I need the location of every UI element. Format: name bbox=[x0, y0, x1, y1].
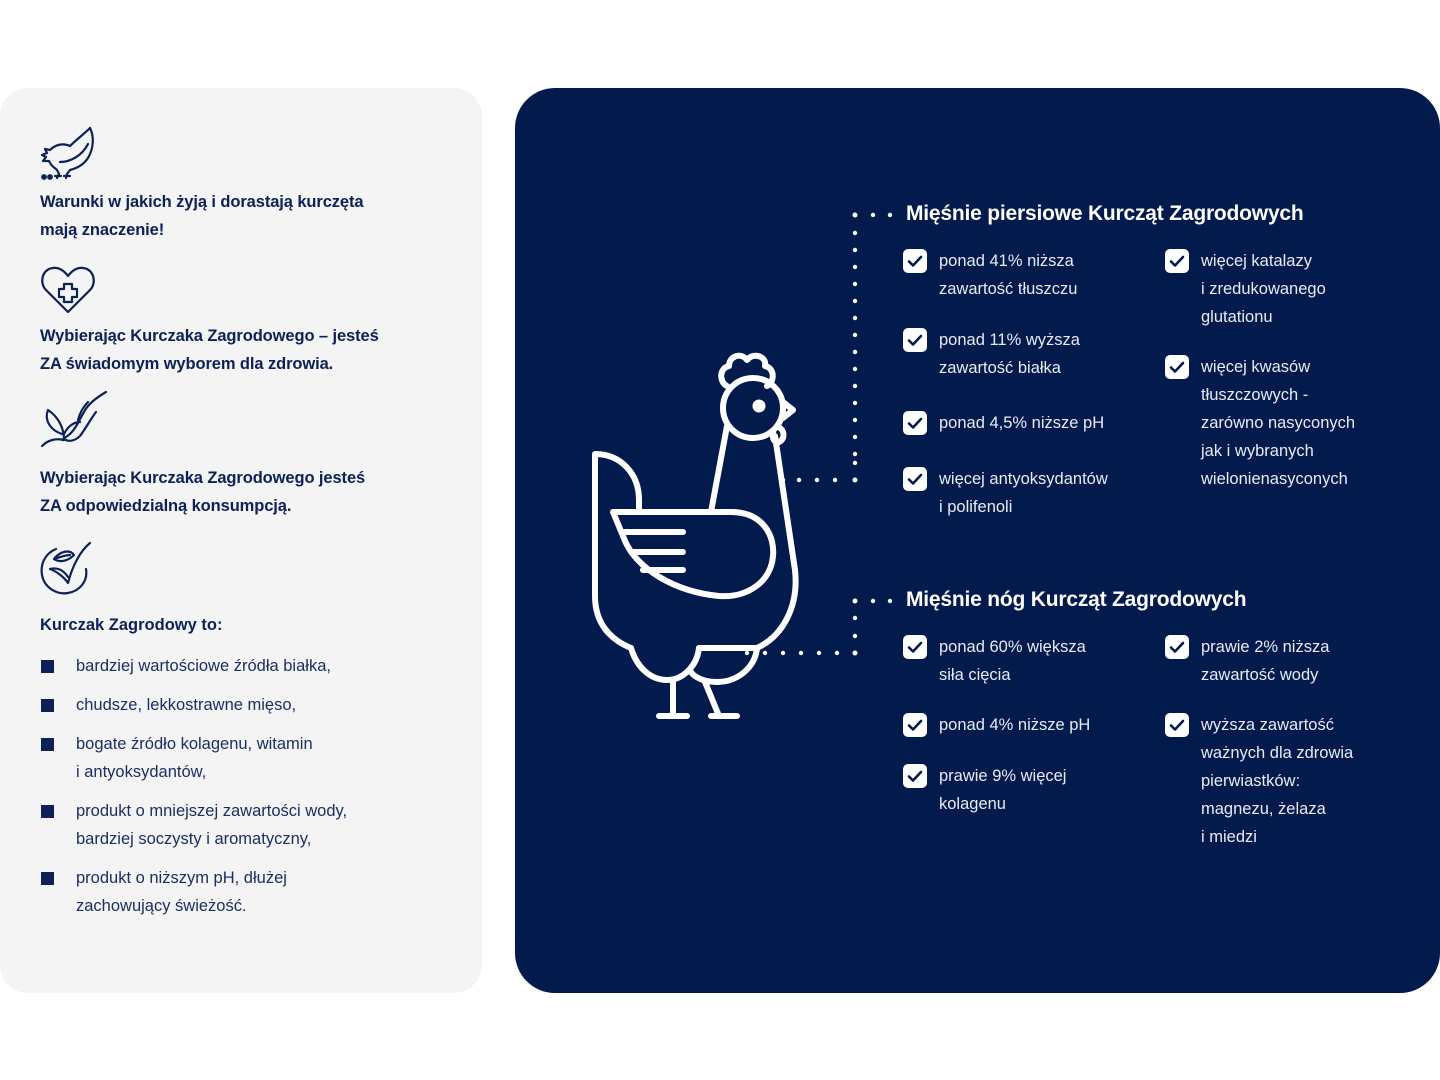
list-title: Kurczak Zagrodowy to: bbox=[40, 616, 223, 634]
square-bullet-icon bbox=[41, 699, 54, 712]
list-item: bogate źródło kolagenu, witamin i antyoksydantów, bbox=[40, 730, 460, 786]
section-title-breast: Mięśnie piersiowe Kurcząt Zagrodowych bbox=[906, 202, 1304, 225]
checkbox-checked-icon bbox=[1165, 249, 1189, 273]
fact-item: prawie 2% niższa zawartość wody bbox=[1165, 633, 1329, 689]
block-responsibility bbox=[40, 390, 440, 520]
hand-sprout-icon bbox=[40, 390, 110, 450]
leaf-check-icon bbox=[40, 541, 94, 597]
checkbox-checked-icon bbox=[903, 249, 927, 273]
fact-item: więcej antyoksydantów i polifenoli bbox=[903, 465, 1108, 521]
checkbox-checked-icon bbox=[903, 467, 927, 491]
checkbox-checked-icon bbox=[1165, 713, 1189, 737]
square-bullet-icon bbox=[41, 738, 54, 751]
checkbox-checked-icon bbox=[903, 328, 927, 352]
info-panel-left bbox=[0, 88, 482, 993]
block-title: Wybierając Kurczaka Zagrodowego jesteś ZA odpowiedzialną konsumpcją. bbox=[40, 469, 366, 515]
fact-item: więcej katalazy i zredukowanego glutationu bbox=[1165, 247, 1326, 331]
fact-item: prawie 9% więcej kolagenu bbox=[903, 762, 1066, 818]
checkbox-checked-icon bbox=[903, 411, 927, 435]
fact-item: ponad 41% niższa zawartość tłuszczu bbox=[903, 247, 1077, 303]
connector-legs bbox=[745, 599, 892, 656]
fact-item: ponad 60% większa siła cięcia bbox=[903, 633, 1086, 689]
list-item: produkt o niższym pH, dłużej zachowujący świeżość. bbox=[40, 864, 460, 920]
checkbox-checked-icon bbox=[903, 713, 927, 737]
checkbox-checked-icon bbox=[1165, 355, 1189, 379]
checkbox-checked-icon bbox=[903, 635, 927, 659]
fact-item: ponad 4,5% niższe pH bbox=[903, 409, 1104, 437]
block-title: Warunki w jakich żyją i dorastają kurczęta mają znaczenie! bbox=[40, 193, 364, 239]
muscle-facts-panel bbox=[515, 88, 1440, 993]
square-bullet-icon bbox=[41, 660, 54, 673]
list-item: chudsze, lekkostrawne mięso, bbox=[40, 691, 460, 719]
block-leaf-check bbox=[40, 541, 440, 597]
list-item: bardziej wartościowe źródła białka, bbox=[40, 652, 460, 680]
fact-item: więcej kwasów tłuszczowych - zarówno nasyconych jak i wybranych wielonienasyconych bbox=[1165, 353, 1355, 493]
connector-breast bbox=[781, 213, 892, 483]
pecking-hen-icon bbox=[40, 126, 98, 182]
checkbox-checked-icon bbox=[903, 764, 927, 788]
list-item: produkt o mniejszej zawartości wody, bardziej soczysty i aromatyczny, bbox=[40, 797, 460, 853]
fact-item: ponad 11% wyższa zawartość białka bbox=[903, 326, 1080, 382]
section-title-legs: Mięśnie nóg Kurcząt Zagrodowych bbox=[906, 588, 1247, 611]
block-health bbox=[40, 264, 440, 378]
fact-item: wyższa zawartość ważnych dla zdrowia pierwiastków: magnezu, żelaza i miedzi bbox=[1165, 711, 1353, 851]
fact-item: ponad 4% niższe pH bbox=[903, 711, 1090, 739]
block-title: Wybierając Kurczaka Zagrodowego – jesteś ZA świadomym wyborem dla zdrowia. bbox=[40, 327, 379, 373]
square-bullet-icon bbox=[41, 872, 54, 885]
checkbox-checked-icon bbox=[1165, 635, 1189, 659]
heart-cross-icon bbox=[40, 264, 98, 316]
benefits-list bbox=[40, 652, 460, 931]
block-conditions bbox=[40, 126, 440, 244]
square-bullet-icon bbox=[41, 805, 54, 818]
